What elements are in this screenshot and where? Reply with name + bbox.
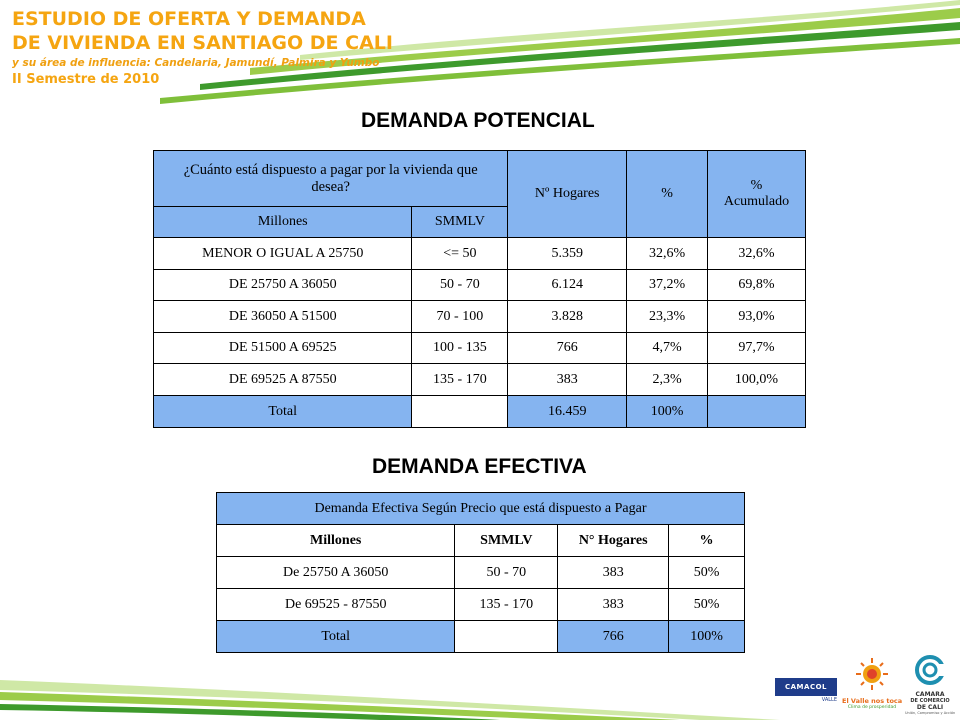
sun-icon xyxy=(842,656,902,692)
camara-line1: CAMARA xyxy=(915,691,945,698)
total-hogares: 766 xyxy=(558,621,669,653)
efectiva-col-pct: % xyxy=(669,525,745,557)
potencial-col-pct: % xyxy=(627,151,708,238)
table-row xyxy=(154,301,806,333)
cell-smmlv: 135 - 170 xyxy=(412,364,508,396)
efectiva-col-hogares: N° Hogares xyxy=(558,525,669,557)
cell-millones: MENOR O IGUAL A 25750 xyxy=(154,238,412,270)
cell-millones: De 69525 - 87550 xyxy=(217,589,455,621)
camacol-logo xyxy=(775,678,837,708)
cell-smmlv: 70 - 100 xyxy=(412,301,508,333)
table-row xyxy=(154,333,806,364)
camara-sub: Unión, Compromiso y Acción xyxy=(905,711,956,715)
cell-millones: DE 69525 A 87550 xyxy=(154,364,412,396)
cell-acum: 93,0% xyxy=(707,301,805,333)
total-acum-empty xyxy=(707,396,805,428)
cell-hogares: 383 xyxy=(508,364,627,396)
cell-smmlv: 50 - 70 xyxy=(455,557,558,589)
camara-line3: DE CALI xyxy=(916,704,944,711)
potencial-question-text: ¿Cuánto está dispuesto a pagar por la vivienda que desea? xyxy=(183,161,478,195)
camara-line2: DE COMERCIO xyxy=(910,698,950,704)
cell-hogares: 5.359 xyxy=(508,238,627,270)
table-row xyxy=(154,270,806,301)
total-pct: 100% xyxy=(669,621,745,653)
potencial-col-smmlv: SMMLV xyxy=(412,207,508,238)
potencial-heading: DEMANDA POTENCIAL xyxy=(361,109,595,132)
cell-smmlv: 135 - 170 xyxy=(455,589,558,621)
header-title-line1: ESTUDIO DE OFERTA Y DEMANDA xyxy=(12,8,366,30)
table-total-row xyxy=(154,396,806,428)
total-hogares: 16.459 xyxy=(508,396,627,428)
total-pct: 100% xyxy=(627,396,708,428)
efectiva-col-millones: Millones xyxy=(217,525,455,557)
cell-pct: 4,7% xyxy=(627,333,708,364)
table-row xyxy=(154,364,806,396)
cell-millones: DE 25750 A 36050 xyxy=(154,270,412,301)
table-row xyxy=(154,238,806,270)
cell-hogares: 383 xyxy=(558,589,669,621)
potencial-col-millones: Millones xyxy=(154,207,412,238)
efectiva-heading: DEMANDA EFECTIVA xyxy=(372,455,587,478)
cell-smmlv: 100 - 135 xyxy=(412,333,508,364)
header-title-line2: DE VIVIENDA EN SANTIAGO DE CALI xyxy=(12,32,393,54)
potencial-question-header xyxy=(154,151,508,207)
potencial-table xyxy=(153,150,806,428)
efectiva-col-smmlv: SMMLV xyxy=(455,525,558,557)
cell-pct: 2,3% xyxy=(627,364,708,396)
header-semester: II Semestre de 2010 xyxy=(12,72,160,87)
camara-comercio-logo xyxy=(905,654,955,716)
valle-logo-sub: Clima de prosperidad xyxy=(847,705,897,710)
cell-acum: 97,7% xyxy=(707,333,805,364)
cell-smmlv: 50 - 70 xyxy=(412,270,508,301)
header-subtitle: y su área de influencia: Candelaria, Jamundí, Palmira y Yumbo xyxy=(12,57,380,69)
table-row xyxy=(217,557,745,589)
cell-smmlv: <= 50 xyxy=(412,238,508,270)
cell-pct: 50% xyxy=(669,557,745,589)
cell-hogares: 6.124 xyxy=(508,270,627,301)
efectiva-caption: Demanda Efectiva Según Precio que está dispuesto a Pagar xyxy=(217,493,745,525)
cell-acum: 32,6% xyxy=(707,238,805,270)
cell-hogares: 383 xyxy=(558,557,669,589)
cell-acum: 100,0% xyxy=(707,364,805,396)
cell-hogares: 766 xyxy=(508,333,627,364)
camara-emblem-icon xyxy=(905,654,955,686)
cell-pct: 37,2% xyxy=(627,270,708,301)
potencial-col-hogares: Nº Hogares xyxy=(508,151,627,238)
cell-acum: 69,8% xyxy=(707,270,805,301)
valle-logo-text: El Valle nos toca xyxy=(842,697,903,705)
cell-hogares: 3.828 xyxy=(508,301,627,333)
cell-pct: 32,6% xyxy=(627,238,708,270)
cell-millones: DE 36050 A 51500 xyxy=(154,301,412,333)
camacol-logo-sub: VALLE xyxy=(821,697,837,703)
cell-pct: 50% xyxy=(669,589,745,621)
potencial-col-acum: % Acumulado xyxy=(707,151,805,238)
cell-pct: 23,3% xyxy=(627,301,708,333)
total-label: Total xyxy=(217,621,455,653)
cell-millones: De 25750 A 36050 xyxy=(217,557,455,589)
camacol-logo-text: CAMACOL xyxy=(785,683,827,691)
total-label: Total xyxy=(154,396,412,428)
total-smmlv-empty xyxy=(412,396,508,428)
valle-logo xyxy=(842,656,902,712)
cell-millones: DE 51500 A 69525 xyxy=(154,333,412,364)
